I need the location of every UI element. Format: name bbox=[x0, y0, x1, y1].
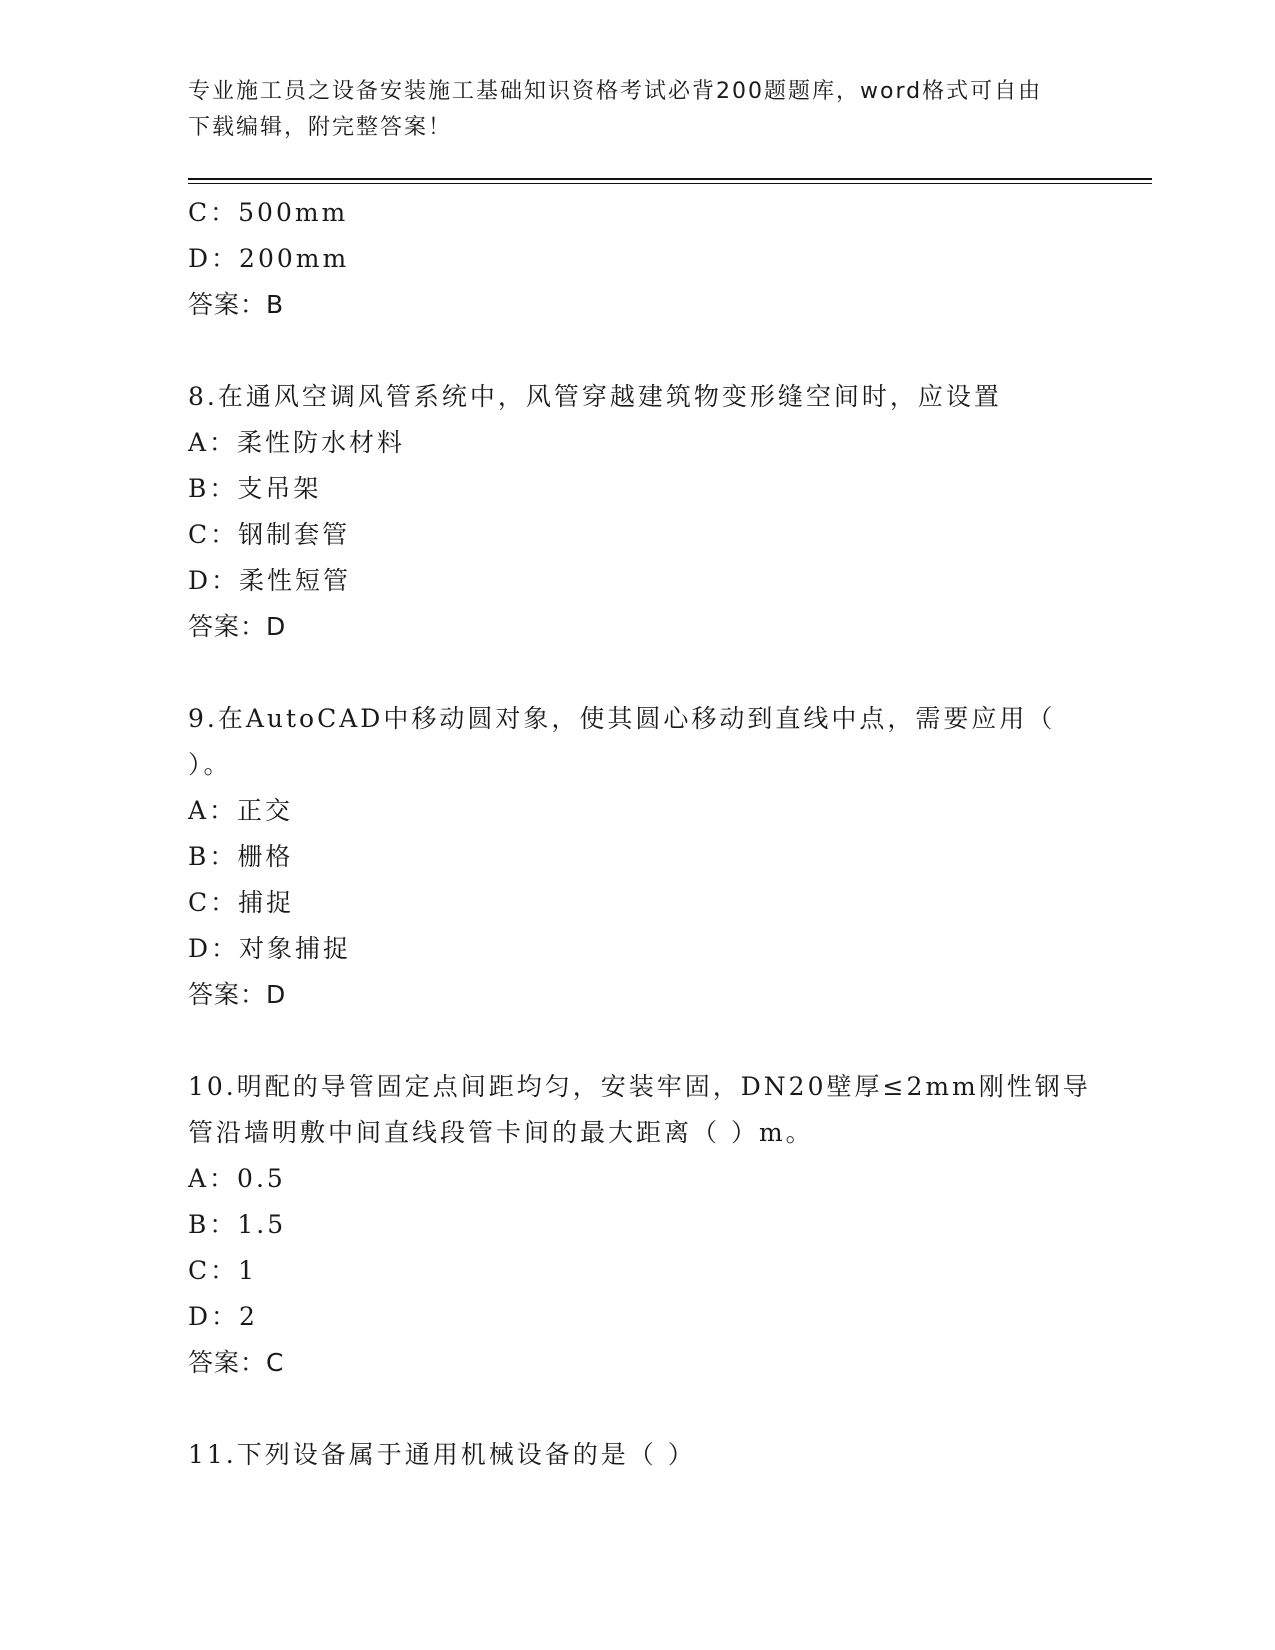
option-b: B：栅格 bbox=[188, 842, 294, 871]
option-a: A：0.5 bbox=[188, 1164, 286, 1193]
spacer bbox=[188, 328, 1088, 374]
question-stem: 11.下列设备属于通用机械设备的是（ ） bbox=[188, 1440, 696, 1469]
document-header bbox=[188, 74, 1088, 146]
option-c: C：1 bbox=[188, 1256, 258, 1285]
spacer bbox=[188, 650, 1088, 696]
option-a: A：正交 bbox=[188, 796, 294, 825]
question-stem-continued: 管沿墙明敷中间直线段管卡间的最大距离（ ）m。 bbox=[188, 1118, 814, 1147]
spacer bbox=[188, 1386, 1088, 1432]
option-d: D：对象捕捉 bbox=[188, 934, 352, 963]
header-line-1: 专业施工员之设备安装施工基础知识资格考试必背200题题库，word格式可自由 bbox=[188, 79, 1043, 104]
question-block-11 bbox=[188, 1432, 1088, 1478]
option-a: A：柔性防水材料 bbox=[188, 428, 406, 457]
option-b: B：1.5 bbox=[188, 1210, 287, 1239]
option-c: C：500mm bbox=[188, 198, 349, 227]
question-stem: 9.在AutoCAD中移动圆对象，使其圆心移动到直线中点，需要应用（ bbox=[188, 704, 1056, 733]
question-stem: 10.明配的导管固定点间距均匀，安装牢固，DN20壁厚≤2mm刚性钢导 bbox=[188, 1072, 1091, 1101]
option-c: C：捕捉 bbox=[188, 888, 295, 917]
header-line-2: 下载编辑，附完整答案！ bbox=[188, 115, 453, 140]
answer-line: 答案：D bbox=[188, 980, 287, 1009]
answer-line: 答案：C bbox=[188, 1348, 285, 1377]
question-list bbox=[188, 190, 1091, 1478]
question-block-10 bbox=[188, 1064, 1091, 1386]
option-d: D：200mm bbox=[188, 244, 350, 273]
question-stem: 8.在通风空调风管系统中，风管穿越建筑物变形缝空间时，应设置 bbox=[188, 382, 1002, 411]
option-d: D：柔性短管 bbox=[188, 566, 352, 595]
header-divider-thick bbox=[188, 178, 1152, 180]
answer-line: 答案：D bbox=[188, 612, 287, 641]
question-block-prev bbox=[188, 190, 1088, 328]
option-d: D：2 bbox=[188, 1302, 258, 1331]
answer-line: 答案：B bbox=[188, 290, 285, 319]
question-block-9 bbox=[188, 696, 1088, 1018]
spacer bbox=[188, 1018, 1088, 1064]
header-divider-thin bbox=[188, 183, 1152, 184]
question-stem-continued: ）。 bbox=[188, 750, 232, 779]
option-b: B：支吊架 bbox=[188, 474, 322, 503]
option-c: C：钢制套管 bbox=[188, 520, 351, 549]
question-block-8 bbox=[188, 374, 1088, 650]
